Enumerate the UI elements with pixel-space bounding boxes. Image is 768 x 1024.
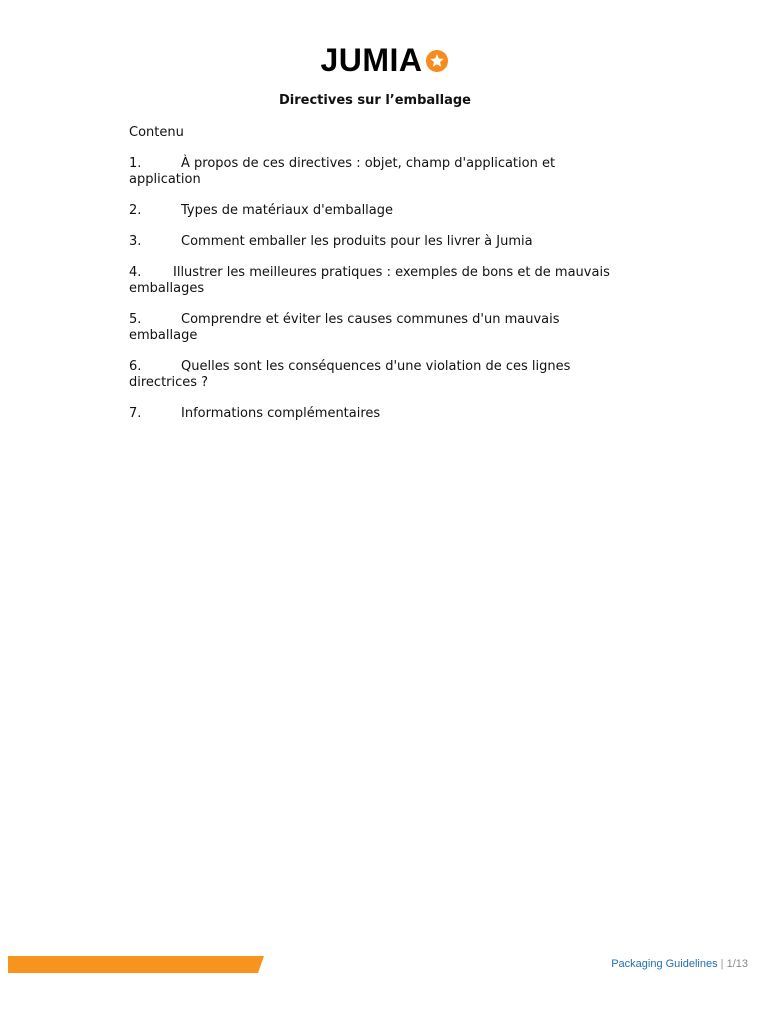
toc-item-number: 4.	[129, 265, 142, 280]
toc-item-text: Comprendre et éviter les causes communes d'un mauvais emballage	[129, 312, 560, 343]
document-title: Directives sur l’emballage	[279, 93, 471, 108]
toc-item-number: 6.	[129, 359, 142, 374]
toc-item-number: 5.	[129, 312, 142, 327]
toc-item	[129, 406, 629, 422]
toc-item-text: Comment emballer les produits pour les livrer à Jumia	[181, 234, 533, 249]
jumia-logo	[0, 42, 768, 78]
toc-item-text: Illustrer les meilleures pratiques : exemples de bons et de mauvais emballages	[129, 265, 610, 296]
toc-item	[129, 156, 629, 188]
toc-item-number: 3.	[129, 234, 142, 249]
toc-item	[129, 265, 629, 297]
toc-item-text: Informations complémentaires	[181, 406, 381, 421]
toc-item-number: 1.	[129, 156, 142, 171]
toc-item	[129, 234, 629, 250]
toc-item-number: 7.	[129, 406, 142, 421]
footer-separator: |	[720, 958, 724, 970]
toc-item-number: 2.	[129, 203, 142, 218]
toc-item-text: Types de matériaux d'emballage	[181, 203, 394, 218]
toc-item	[129, 312, 629, 344]
toc-item	[129, 203, 629, 219]
logo-text: JUMIA	[320, 42, 423, 78]
table-of-contents	[129, 125, 629, 437]
toc-item-text: Quelles sont les conséquences d'une violation de ces lignes directrices ?	[129, 359, 571, 390]
page-number: 1/13	[726, 958, 748, 970]
footer-label: Packaging Guidelines	[611, 958, 718, 970]
toc-item-text: À propos de ces directives : objet, champ d'application et application	[129, 156, 556, 187]
star-icon	[426, 50, 448, 72]
toc-heading: Contenu	[129, 125, 184, 140]
footer	[611, 958, 748, 970]
footer-accent-bar	[8, 956, 264, 973]
toc-item	[129, 359, 629, 391]
